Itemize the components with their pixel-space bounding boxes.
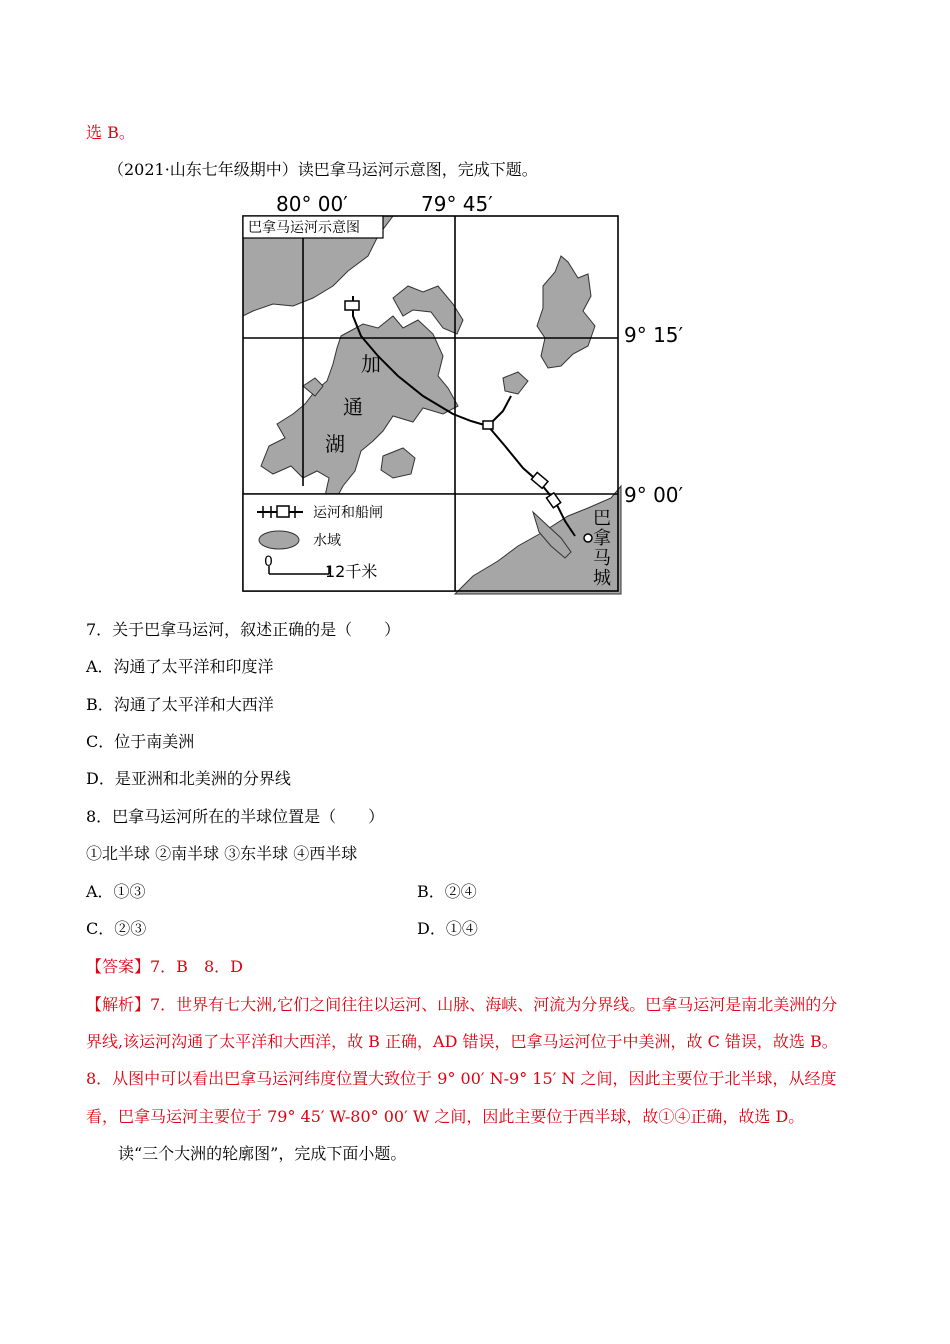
q7-option-c: C．位于南美洲 [86,732,195,751]
canal-lock-2 [531,472,548,488]
lake-char-1: 加 [361,352,381,376]
q8-options-line: ①北半球 ②南半球 ③东半球 ④西半球 [86,844,358,863]
lake-char-2: 通 [343,395,363,419]
scale-label: 12千米 [325,562,378,581]
analysis-line-3: 8．从图中可以看出巴拿马运河纬度位置大致位于 9° 00′ N-9° 15′ N 之间，因此主要位于北半球，从经度 [86,1069,837,1088]
analysis-line-4: 看，巴拿马运河主要位于 79° 45′ W-80° 00′ W 之间，因此主要位于西半球，故①④正确，故选 D。 [86,1107,805,1126]
analysis-line-2: 界线,该运河沟通了太平洋和大西洋，故 B 正确，AD 错误，巴拿马运河位于中美洲，故 C 错误，故选 B。 [86,1032,838,1051]
q7-option-d: D．是亚洲和北美洲的分界线 [86,769,291,788]
q8-option-c: C．②③ [86,919,147,938]
lat-label-top: 9° 15′ [624,323,684,347]
canal-lock-1 [483,421,493,429]
scale-zero: 0 [264,554,273,570]
q8-option-d: D．①④ [417,919,478,938]
map-legend [243,494,455,591]
q7-option-a: A．沟通了太平洋和印度洋 [86,657,274,676]
city-char-2: 拿 [593,528,611,549]
legend-water-swatch [259,531,299,549]
q7-option-b: B．沟通了太平洋和大西洋 [86,695,274,714]
legend-canal-label: 运河和船闸 [313,505,383,521]
q8-option-a: A．①③ [86,882,146,901]
water-small-1 [381,448,415,478]
analysis-line-1: 【解析】7．世界有七大洲,它们之间往往以运河、山脉、海峡、河流为分界线。巴拿马运河是南北美洲的分 [86,995,838,1014]
next-question-intro: 读“三个大洲的轮廓图”，完成下面小题。 [118,1144,407,1163]
lat-label-bottom: 9° 00′ [624,483,684,507]
q7-stem: 7．关于巴拿马运河，叙述正确的是（ ） [86,620,401,639]
lon-label-left: 80° 00′ [276,192,348,216]
canal-lock-north [345,301,359,310]
panama-canal-map [240,186,700,596]
canal-lock-3 [546,493,560,508]
q8-stem: 8．巴拿马运河所在的半球位置是（ ） [86,807,385,826]
legend-water-label: 水域 [313,533,341,549]
city-char-4: 城 [593,568,611,589]
question-intro: （2021·山东七年级期中）读巴拿马运河示意图，完成下题。 [108,160,538,179]
lon-label-right: 79° 45′ [421,192,493,216]
q8-option-b: B．②④ [417,882,477,901]
water-east-2 [503,372,528,394]
previous-answer-note: 选 B。 [86,123,135,142]
answer-line: 【答案】7．B 8．D [86,957,243,976]
panama-city-marker [584,534,592,542]
city-char-3: 马 [593,548,611,569]
map-title: 巴拿马运河示意图 [248,220,360,236]
lake-char-3: 湖 [325,432,345,456]
city-char-1: 巴 [593,508,611,529]
water-east [537,256,595,368]
water-north-island [393,286,463,334]
